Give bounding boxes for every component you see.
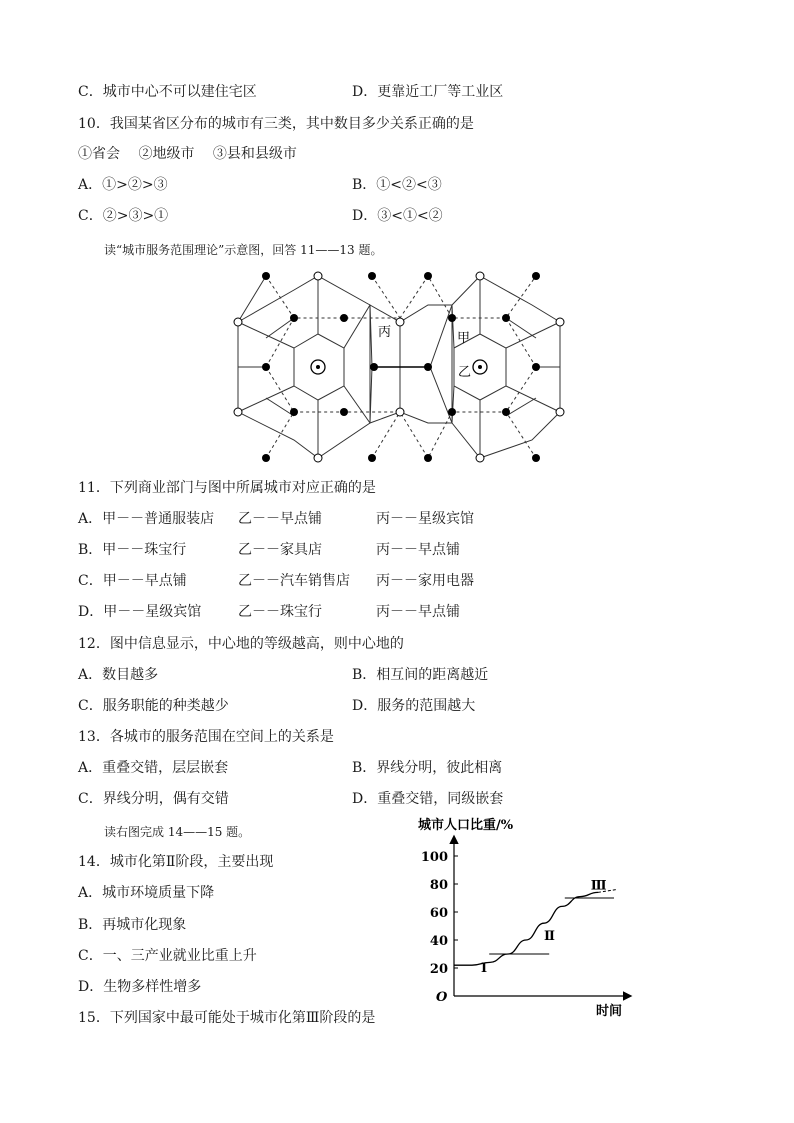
y-tick-label: 60 (429, 906, 448, 921)
q13-option-c: C．界线分明，偶有交错 (78, 791, 229, 807)
q10-option-b: B．①<②<③ (352, 177, 442, 193)
chart-origin: O (436, 990, 448, 1005)
q12-option-d: D．服务的范围越大 (352, 698, 476, 714)
q11-option-c-part3: 丙－－家用电器 (376, 573, 474, 589)
y-tick-label: 40 (429, 934, 448, 949)
q11-option-d-part2: 乙－－珠宝行 (238, 604, 322, 620)
q11-option-b-part3: 丙－－早点铺 (376, 542, 460, 558)
label-jia: 甲 (457, 331, 471, 346)
q11-option-d-part1: D．甲－－星级宾馆 (78, 604, 202, 620)
q14-stem: 14．城市化第Ⅱ阶段，主要出现 (78, 854, 274, 870)
intro-chart: 读右图完成 14——15 题。 (104, 825, 251, 839)
q11-option-c-part2: 乙－－汽车销售店 (238, 573, 350, 589)
q11-option-b-part2: 乙－－家具店 (238, 542, 322, 558)
q10-stem: 10．我国某省区分布的城市有三类，其中数目多少关系正确的是 (78, 116, 474, 132)
q14-option-b: B．再城市化现象 (78, 917, 187, 933)
label-bing: 丙 (378, 325, 392, 340)
q11-stem: 11．下列商业部门与图中所属城市对应正确的是 (78, 480, 376, 496)
q10-option-d: D．③<①<② (352, 208, 443, 224)
q11-option-d-part3: 丙－－早点铺 (376, 604, 460, 620)
q12-option-b: B．相互间的距离越近 (352, 667, 489, 683)
q11-option-a-part1: A．甲－－普通服装店 (78, 511, 215, 527)
q11-option-b-part1: B．甲－－珠宝行 (78, 542, 187, 558)
q11-option-a-part2: 乙－－早点铺 (238, 511, 322, 527)
q14-option-d: D．生物多样性增多 (78, 979, 202, 995)
q10-items: ①省会 ②地级市 ③县和县级市 (78, 146, 297, 162)
stage-label: Ⅱ (544, 929, 555, 944)
q12-option-a: A．数目越多 (78, 667, 159, 683)
stage-label: Ⅰ (481, 961, 488, 977)
q14-option-c: C．一、三产业就业比重上升 (78, 948, 257, 964)
central-place-diagram (228, 262, 578, 472)
q9-option-d: D．更靠近工厂等工业区 (352, 84, 504, 100)
stage-label: Ⅲ (590, 878, 607, 894)
q13-option-b: B．界线分明，彼此相离 (352, 760, 503, 776)
y-tick-label: 100 (420, 850, 448, 865)
chart-ylabel: 城市人口比重/% (418, 818, 514, 833)
urbanization-chart (410, 815, 640, 1020)
q12-stem: 12．图中信息显示，中心地的等级越高，则中心地的 (78, 636, 404, 652)
q9-option-c: C．城市中心不可以建住宅区 (78, 84, 257, 100)
q13-option-d: D．重叠交错，同级嵌套 (352, 791, 504, 807)
q10-option-a: A．①>②>③ (78, 177, 168, 193)
label-yi: 乙 (458, 365, 472, 380)
q14-option-a: A．城市环境质量下降 (78, 885, 215, 901)
intro-hex-figure: 读“城市服务范围理论”示意图，回答 11——13 题。 (104, 243, 383, 257)
q15-stem: 15．下列国家中最可能处于城市化第Ⅲ阶段的是 (78, 1010, 376, 1026)
q12-option-c: C．服务职能的种类越少 (78, 698, 229, 714)
q11-option-a-part3: 丙－－星级宾馆 (376, 511, 474, 527)
q13-option-a: A．重叠交错，层层嵌套 (78, 760, 229, 776)
y-tick-label: 20 (429, 962, 448, 977)
q11-option-c-part1: C．甲－－早点铺 (78, 573, 187, 589)
y-tick-label: 80 (429, 878, 448, 893)
q10-option-c: C．②>③>① (78, 208, 169, 224)
chart-xlabel: 时间 (596, 1004, 623, 1019)
q13-stem: 13．各城市的服务范围在空间上的关系是 (78, 729, 334, 745)
